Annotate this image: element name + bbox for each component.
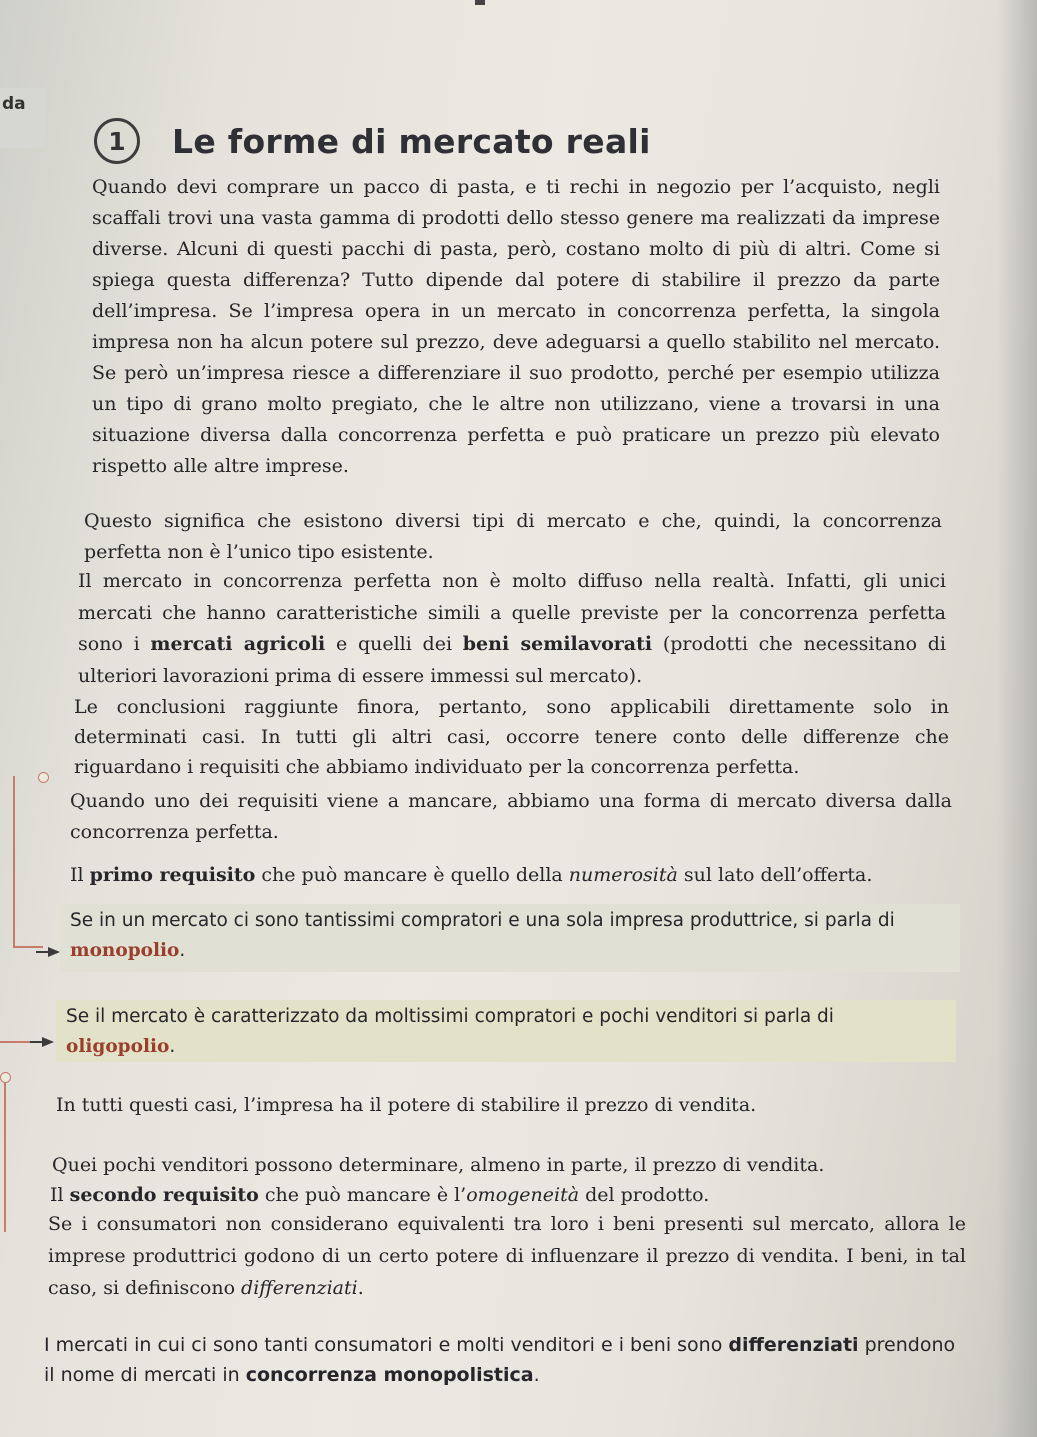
text: (prodotti che necessitano di ulteriori lavorazioni prima di essere immessi sul mercato).: [78, 633, 946, 687]
term-monopolistic-competition: concorrenza monopolistica: [245, 1364, 534, 1386]
term-second-requirement: secondo requisito: [69, 1184, 259, 1206]
section-title: Le forme di mercato reali: [172, 121, 651, 161]
definition-box-monopoly: [60, 904, 960, 972]
term-semi-finished-goods: beni semilavorati: [462, 633, 653, 655]
term-agricultural-markets: mercati agricoli: [150, 633, 326, 655]
term-oligopoly: oligopolio: [66, 1036, 170, 1057]
text: e quelli dei: [325, 633, 463, 655]
text: che può mancare è quello della: [255, 864, 569, 886]
arrow-oligopoly-icon: [42, 1037, 54, 1047]
text: .: [179, 940, 186, 961]
definition-box-monopolistic-competition: [44, 1330, 966, 1390]
connector-line-monopoly-h: [13, 946, 43, 948]
text: del prodotto.: [579, 1184, 710, 1206]
term-differentiated: differenziati: [241, 1277, 358, 1299]
text: Se i consumatori non considerano equivalenti tra loro i beni presenti sul mercato, allora le imprese produttrici godono di un certo potere di influenzare il prezzo di vendita. I beni, in tal caso, si definiscono: [48, 1213, 966, 1299]
text: Il: [50, 1184, 70, 1206]
text: Il mercato in concorrenza perfetta non è molto diffuso nella realtà. Infatti, gli unici mercati che hanno caratteristiche simili a quelle previste per la concorrenza perfetta sono i: [78, 570, 946, 655]
text: Se in un mercato ci sono tantissimi compratori e una sola impresa produttrice, si parla di: [70, 910, 895, 931]
arrow-monopoly-icon: [48, 947, 60, 957]
paragraph-differentiated: [48, 1208, 966, 1304]
top-mark: [475, 0, 485, 5]
text: che può mancare è l’: [258, 1184, 467, 1206]
page-shadow: [997, 0, 1037, 1437]
text: Se il mercato è caratterizzato da moltissimi compratori e pochi venditori si parla di: [66, 1006, 834, 1027]
paragraph-requirements: Quando uno dei requisiti viene a mancare, abbiamo una forma di mercato diversa dalla concorrenza perfetta.: [70, 790, 952, 843]
connector-line-monopoly: [13, 776, 15, 946]
term-differentiated-bold: differenziati: [728, 1334, 859, 1356]
paragraph-conclusions: Le conclusioni raggiunte finora, pertanto, sono applicabili direttamente solo in determinati casi. In tutti gli altri casi, occorre tenere conto delle differenze che riguardano i requisiti che abbiamo individuato per la concorrenza perfetta.: [74, 696, 949, 778]
text: I mercati in cui ci sono tanti consumatori e molti venditori e i beni sono: [44, 1334, 729, 1356]
term-first-requirement: primo requisito: [89, 864, 256, 886]
definition-box-oligopoly: [56, 1000, 956, 1062]
paragraph-few-sellers: Quei pochi venditori possono determinare, almeno in parte, il prezzo di vendita.: [52, 1154, 825, 1176]
paragraph-intro: Quando devi comprare un pacco di pasta, e ti rechi in negozio per l’acquisto, negli scaffali trovi una vasta gamma di prodotti dello stesso genere ma realizzati da imprese diverse. Alcuni di questi pacchi di pasta, però, costano molto di più di altri. Come si spiega questa differenza? Tutto dipende dal potere di stabilire il prezzo da parte dell’impresa. Se l’impresa opera in un mercato in concorrenza perfetta, la singola impresa non ha alcun potere sul prezzo, deve adeguarsi a quello stabilito nel mercato. Se però un’impresa riesce a differenziare il suo prodotto, perché per esempio utilizza un tipo di grano molto pregiato, che le altre non utilizzano, viene a trovarsi in una situazione diversa dalla concorrenza perfetta e può praticare un prezzo più elevato rispetto alle altre imprese.: [92, 176, 940, 477]
paragraph-perfect-competition: [78, 566, 946, 692]
term-numerosity: numerosità: [568, 864, 678, 886]
paragraph-second-requirement: [50, 1180, 960, 1211]
section-number: 1: [94, 118, 140, 164]
connector-dot-top: [38, 772, 49, 783]
term-monopoly: monopolio: [70, 940, 180, 961]
margin-tab: da: [0, 88, 46, 148]
paragraph-types: Questo significa che esistono diversi tipi di mercato e che, quindi, la concorrenza perfetta non è l’unico tipo esistente.: [84, 510, 942, 563]
text: prendono il nome di mercati in: [44, 1334, 956, 1386]
term-homogeneity: omogeneità: [466, 1184, 580, 1206]
connector-line-bottom: [4, 1082, 6, 1232]
text: .: [533, 1364, 540, 1386]
paragraph-price-power: In tutti questi casi, l’impresa ha il potere di stabilire il prezzo di vendita.: [56, 1094, 757, 1116]
paragraph-first-requirement: [70, 860, 960, 891]
section-header: [94, 118, 651, 164]
text: .: [357, 1277, 364, 1299]
text: sul lato dell’offerta.: [677, 864, 873, 886]
text: Il: [70, 864, 90, 886]
text: .: [169, 1036, 176, 1057]
